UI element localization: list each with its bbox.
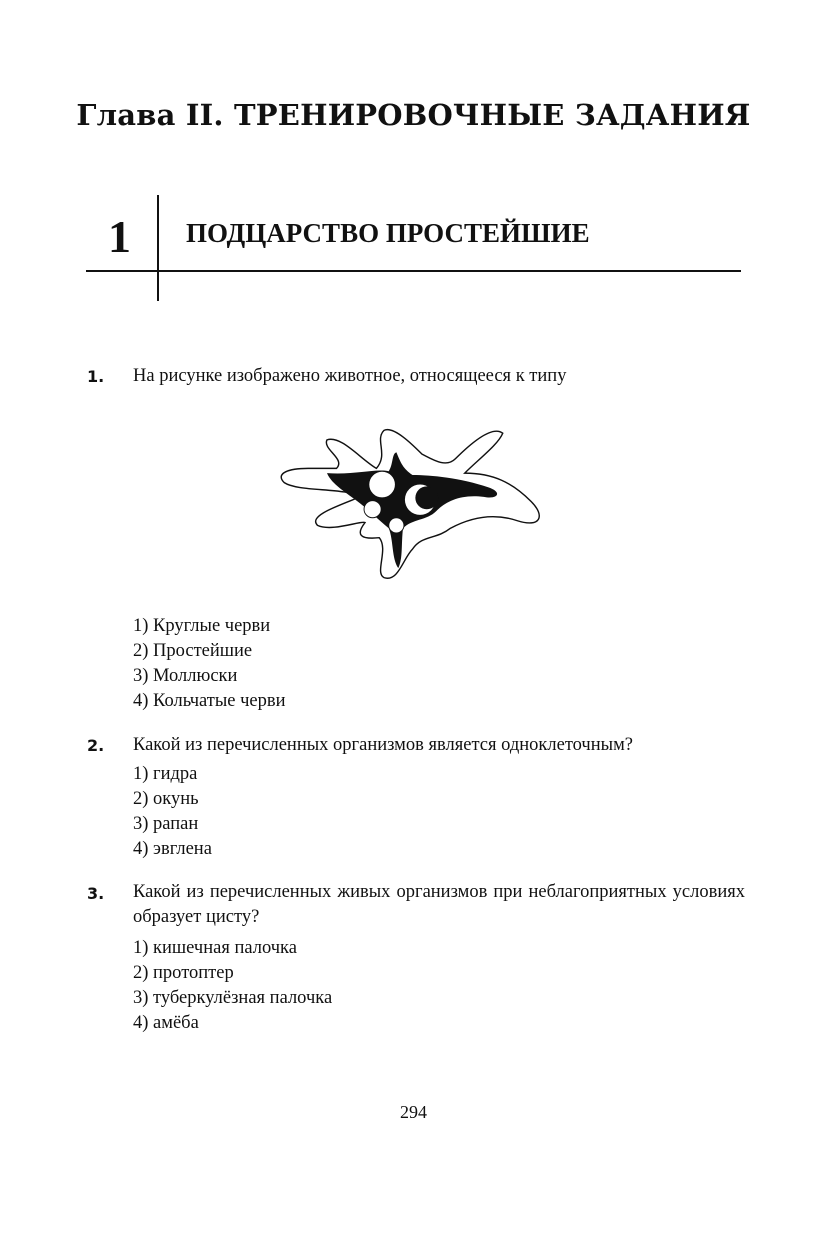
chapter-title: Глава II. ТРЕНИРОВОЧНЫЕ ЗАДАНИЯ — [76, 98, 751, 132]
section-number: 1 — [108, 211, 131, 262]
question-number: 1. — [87, 367, 105, 386]
answer-option: 4) амёба — [133, 1013, 199, 1033]
page-number: 294 — [400, 1102, 427, 1122]
question-text: Какой из перечисленных организмов является одноклеточным? — [133, 735, 633, 755]
answer-option: 1) гидра — [133, 764, 198, 784]
answer-option: 1) кишечная палочка — [133, 938, 297, 958]
question-text: На рисунке изображено животное, относящееся к типу — [133, 366, 567, 386]
section-title: ПОДЦАРСТВО ПРОСТЕЙШИЕ — [186, 218, 590, 248]
section-divider-horizontal — [86, 270, 741, 272]
answer-option: 2) протоптер — [133, 963, 234, 983]
answer-option: 4) Кольчатые черви — [133, 691, 286, 711]
question-number: 2. — [87, 736, 105, 755]
answer-option: 2) окунь — [133, 789, 199, 809]
answer-option: 3) Моллюски — [133, 666, 238, 686]
answer-option: 3) рапан — [133, 814, 199, 834]
answer-option: 2) Простейшие — [133, 641, 253, 661]
answer-option: 1) Круглые черви — [133, 616, 271, 636]
answer-option: 3) туберкулёзная палочка — [133, 988, 333, 1008]
question-text: Какой из перечисленных живых организмов при неблагоприятных условиях образует цисту? — [133, 882, 745, 927]
answer-option: 4) эвглена — [133, 839, 212, 859]
question-number: 3. — [87, 884, 105, 903]
section-divider-vertical — [157, 195, 159, 301]
amoeba-illustration — [270, 415, 555, 593]
